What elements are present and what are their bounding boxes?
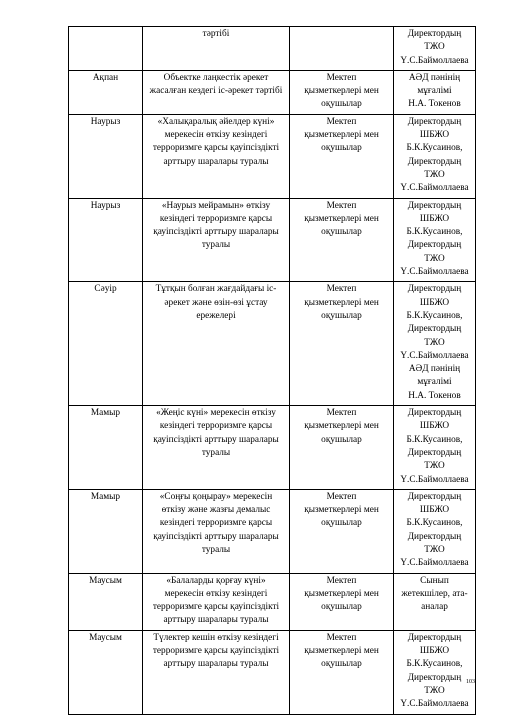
cell-line: Ү.С.Баймоллаева: [400, 55, 469, 66]
event-cell: [143, 70, 290, 114]
cell-line: Ү.С.Баймоллаева: [400, 350, 469, 361]
table-row: [69, 70, 476, 114]
cell-line: ТЖО: [424, 169, 445, 180]
cell-line: қауіпсіздікті арттыру шаралары: [153, 434, 279, 445]
cell-line: оқушылар: [321, 602, 362, 613]
responsible-cell: [394, 114, 476, 198]
cell-line: Мектеп: [326, 408, 357, 419]
cell-line: «Халықаралық әйелдер күні»: [157, 116, 275, 127]
cell-line: кезіндегі терроризмге қарсы: [159, 213, 273, 224]
responsible-cell: [394, 198, 476, 282]
month-label: Маусым: [89, 632, 122, 643]
participants-cell: [290, 198, 394, 282]
month-label: Наурыз: [90, 116, 121, 127]
cell-line: «Балаларды қорғау күні»: [166, 575, 266, 586]
cell-line: Тұтқын болған жағдайдағы іс-: [155, 284, 277, 295]
cell-line: Б.К.Кусаинов,: [406, 659, 463, 670]
cell-line: оқушылар: [321, 518, 362, 529]
cell-line: қызметкерлері мен: [304, 588, 379, 599]
cell-line: ШБЖО: [419, 130, 450, 141]
month-cell: [69, 70, 143, 114]
event-cell: [143, 198, 290, 282]
cell-line: арттыру шаралары туралы: [163, 659, 269, 670]
cell-line: туралы: [201, 447, 231, 458]
cell-line: туралы: [201, 240, 231, 251]
month-cell: [69, 573, 143, 630]
cell-line: «Жеңіс күні» мерекесін өткізу: [156, 408, 276, 419]
month-cell: [69, 198, 143, 282]
cell-line: Сынып: [420, 575, 449, 586]
month-cell: [69, 282, 143, 406]
month-cell: [69, 406, 143, 490]
cell-line: ТЖО: [424, 685, 445, 696]
cell-line: терроризмге қарсы қауіпсіздікті: [152, 143, 280, 154]
table-row: [69, 282, 476, 406]
table-row: [69, 406, 476, 490]
cell-line: қызметкерлері мен: [304, 297, 379, 308]
cell-line: кезіндегі терроризмге қарсы: [159, 421, 273, 432]
responsible-cell: [394, 630, 476, 714]
cell-line: Б.К.Кусаинов,: [406, 143, 463, 154]
cell-line: Директордың: [407, 447, 462, 458]
cell-line: қызметкерлері мен: [304, 505, 379, 516]
table-row: [69, 573, 476, 630]
cell-line: ТЖО: [424, 337, 445, 348]
cell-line: мұғалімі: [417, 86, 452, 97]
cell-line: қызметкерлері мен: [304, 646, 379, 657]
participants-cell: [290, 70, 394, 114]
participants-cell: [290, 573, 394, 630]
cell-line: қызметкерлері мен: [304, 86, 379, 97]
cell-line: Директордың: [407, 324, 462, 335]
events-table-body: [69, 27, 476, 715]
cell-line: «Наурыз мейрамын» өткізу: [161, 200, 271, 211]
cell-line: Директордың: [407, 116, 462, 127]
event-cell: [143, 406, 290, 490]
cell-line: Б.К.Кусаинов,: [406, 227, 463, 238]
month-label: Сәуір: [94, 284, 117, 295]
cell-line: Ү.С.Баймоллаева: [400, 699, 469, 710]
cell-line: мерекесін өткізу кезіндегі: [164, 588, 268, 599]
table-row: [69, 27, 476, 71]
event-cell: [143, 630, 290, 714]
cell-line: тәртібі: [202, 29, 230, 39]
responsible-cell: [394, 489, 476, 573]
cell-line: АӘД пәнінің: [408, 72, 461, 83]
cell-line: ШБЖО: [419, 213, 450, 224]
cell-line: Директордың: [407, 156, 462, 167]
cell-line: әрекет және өзін-өзі ұстау: [164, 297, 268, 308]
cell-line: Объектке лаңкестік әрекет: [163, 72, 269, 83]
month-label: Мамыр: [90, 408, 121, 419]
cell-line: Мектеп: [326, 575, 357, 586]
cell-line: Мектеп: [326, 284, 357, 295]
cell-line: Директордың: [407, 672, 462, 683]
participants-cell: [290, 406, 394, 490]
cell-line: қызметкерлері мен: [304, 130, 379, 141]
cell-line: қауіпсіздікті арттыру шаралары: [153, 531, 279, 542]
table-row: [69, 114, 476, 198]
cell-line: Директордың: [407, 284, 462, 295]
cell-line: Н.А. Токенов: [408, 99, 461, 110]
cell-line: Ү.С.Баймоллаева: [400, 267, 469, 278]
month-label: Мамыр: [90, 491, 121, 502]
participants-cell: [290, 489, 394, 573]
month-cell: [69, 27, 143, 71]
responsible-cell: [394, 70, 476, 114]
cell-line: жасалған кездегі іс-әрекет тәртібі: [149, 86, 283, 97]
cell-line: оқушылар: [321, 659, 362, 670]
cell-line: Мектеп: [326, 632, 357, 643]
responsible-cell: [394, 406, 476, 490]
cell-line: оқушылар: [321, 310, 362, 321]
cell-line: туралы: [201, 544, 231, 555]
cell-line: қызметкерлері мен: [304, 213, 379, 224]
table-row: [69, 489, 476, 573]
event-cell: [143, 27, 290, 71]
month-cell: [69, 489, 143, 573]
event-cell: [143, 573, 290, 630]
participants-cell: [290, 114, 394, 198]
cell-line: «Соңғы қоңырау» мерекесін: [159, 491, 273, 502]
cell-line: ШБЖО: [419, 297, 450, 308]
cell-line: жетекшілер, ата-: [401, 588, 468, 599]
cell-line: Мектеп: [326, 200, 357, 211]
responsible-cell: [394, 282, 476, 406]
cell-line: мерекесін өткізу кезіндегі: [164, 130, 268, 141]
cell-line: Директордың: [407, 29, 462, 39]
cell-line: аналар: [421, 602, 448, 613]
cell-line: Түлектер кешін өткізу кезіндегі: [153, 632, 279, 643]
participants-cell: [290, 27, 394, 71]
event-cell: [143, 282, 290, 406]
event-cell: [143, 114, 290, 198]
cell-line: қауіпсіздікті арттыру шаралары: [153, 227, 279, 238]
table-row: [69, 198, 476, 282]
cell-line: арттыру шаралары туралы: [163, 156, 269, 167]
cell-line: оқушылар: [321, 143, 362, 154]
cell-line: ШБЖО: [419, 505, 450, 516]
cell-line: Н.А. Токенов: [408, 390, 461, 401]
cell-line: оқушылар: [321, 99, 362, 110]
events-table: [68, 26, 476, 715]
cell-line: оқушылар: [321, 227, 362, 238]
cell-line: терроризмге қарсы қауіпсіздікті: [152, 646, 280, 657]
cell-line: Директордың: [407, 632, 462, 643]
cell-line: Мектеп: [326, 72, 357, 83]
responsible-cell: [394, 27, 476, 71]
event-cell: [143, 489, 290, 573]
participants-cell: [290, 282, 394, 406]
responsible-cell: [394, 573, 476, 630]
month-label: Ақпан: [92, 72, 119, 83]
cell-line: ТЖО: [424, 42, 445, 53]
cell-line: Мектеп: [326, 491, 357, 502]
month-cell: [69, 630, 143, 714]
cell-line: Б.К.Кусаинов,: [406, 310, 463, 321]
cell-line: қызметкерлері мен: [304, 421, 379, 432]
cell-line: мұғалімі: [417, 377, 452, 388]
cell-line: Ү.С.Баймоллаева: [400, 183, 469, 194]
cell-line: кезіндегі терроризмге қарсы: [159, 518, 273, 529]
cell-line: ТЖО: [424, 253, 445, 264]
page-number: 103: [466, 679, 475, 685]
cell-line: өткізу және жазғы демалыс: [161, 505, 271, 516]
cell-line: Директордың: [407, 491, 462, 502]
month-cell: [69, 114, 143, 198]
cell-line: Директордың: [407, 531, 462, 542]
cell-line: Мектеп: [326, 116, 357, 127]
cell-line: арттыру шаралары туралы: [163, 615, 269, 626]
cell-line: Ү.С.Баймоллаева: [400, 558, 469, 569]
month-label: Наурыз: [90, 200, 121, 211]
table-row: [69, 630, 476, 714]
cell-line: ТЖО: [424, 544, 445, 555]
cell-line: ШБЖО: [419, 646, 450, 657]
cell-line: ТЖО: [424, 461, 445, 472]
cell-line: Б.К.Кусаинов,: [406, 434, 463, 445]
participants-cell: [290, 630, 394, 714]
cell-line: терроризмге қарсы қауіпсіздікті: [152, 602, 280, 613]
cell-line: Директордың: [407, 200, 462, 211]
cell-line: Ү.С.Баймоллаева: [400, 474, 469, 485]
cell-line: оқушылар: [321, 434, 362, 445]
cell-line: ережелері: [196, 310, 236, 321]
cell-line: Директордың: [407, 240, 462, 251]
cell-line: АӘД пәнінің: [408, 364, 461, 375]
cell-line: Б.К.Кусаинов,: [406, 518, 463, 529]
cell-line: Директордың: [407, 408, 462, 419]
month-label: Маусым: [89, 575, 122, 586]
cell-line: ШБЖО: [419, 421, 450, 432]
